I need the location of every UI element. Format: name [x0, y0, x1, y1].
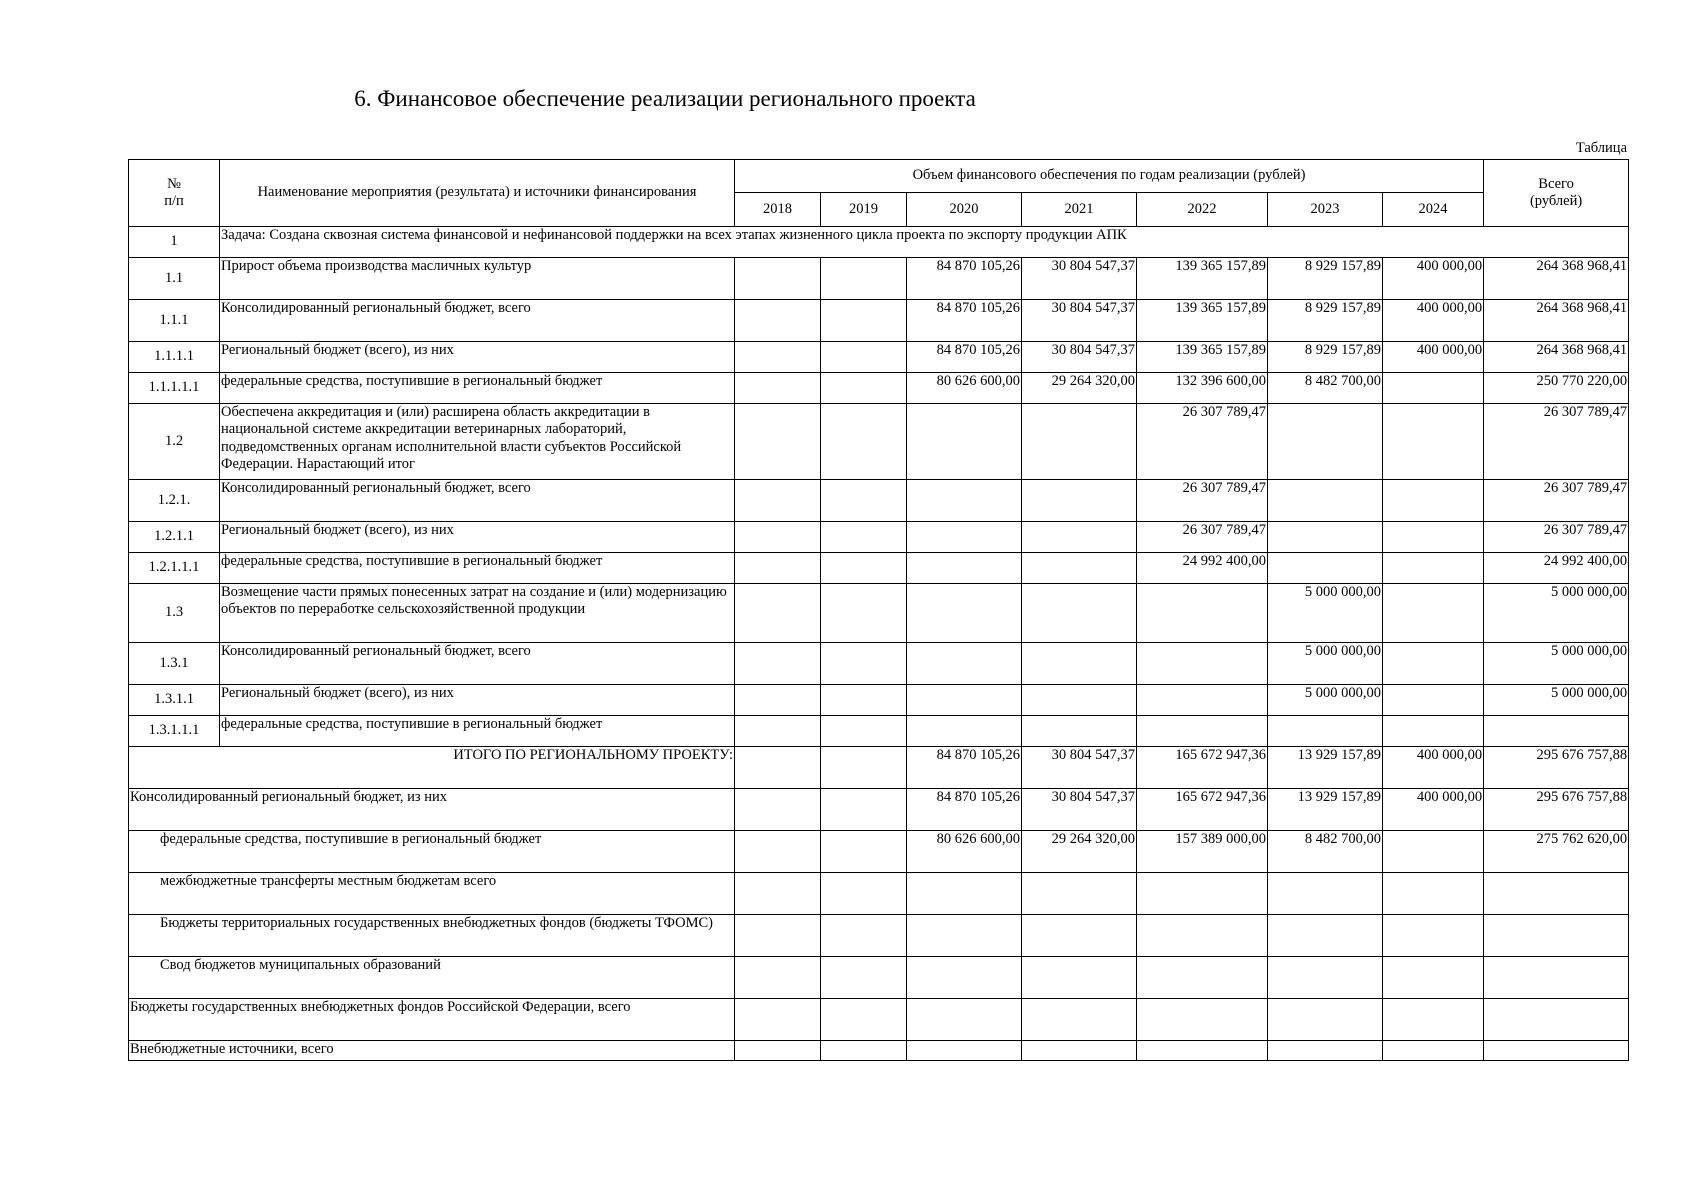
- summary-value: [907, 873, 1022, 915]
- summary-value: [735, 789, 821, 831]
- header-year: 2018: [735, 193, 821, 227]
- row-value: [907, 522, 1022, 553]
- header-num: № п/п: [129, 160, 220, 227]
- summary-value: 165 672 947,36: [1137, 747, 1268, 789]
- row-value: [1022, 522, 1137, 553]
- summary-value: [1383, 831, 1484, 873]
- row-num: 1.2.1.1: [129, 522, 220, 553]
- header-year: 2023: [1268, 193, 1383, 227]
- summary-value: [1022, 957, 1137, 999]
- row-total: 26 307 789,47: [1484, 522, 1629, 553]
- row-value: 5 000 000,00: [1268, 643, 1383, 685]
- row-num: 1.2: [129, 404, 220, 480]
- row-value: [735, 258, 821, 300]
- row-total: 264 368 968,41: [1484, 300, 1629, 342]
- summary-value: [821, 1041, 907, 1061]
- table-row: [129, 643, 1629, 685]
- row-name: Консолидированный региональный бюджет, всего: [220, 300, 735, 342]
- summary-value: [1137, 957, 1268, 999]
- row-value: [821, 300, 907, 342]
- row-value: [735, 643, 821, 685]
- summary-value: [1022, 873, 1137, 915]
- row-name: Региональный бюджет (всего), из них: [220, 522, 735, 553]
- summary-value: 13 929 157,89: [1268, 747, 1383, 789]
- row-num: 1.3: [129, 584, 220, 643]
- summary-label: Бюджеты территориальных государственных внебюджетных фондов (бюджеты ТФОМС): [129, 915, 735, 957]
- row-value: [821, 685, 907, 716]
- summary-value: [1383, 915, 1484, 957]
- row-num: 1.3.1: [129, 643, 220, 685]
- summary-value: [735, 873, 821, 915]
- row-value: 8 929 157,89: [1268, 342, 1383, 373]
- summary-total: [1484, 915, 1629, 957]
- row-value: 30 804 547,37: [1022, 342, 1137, 373]
- row-value: 132 396 600,00: [1137, 373, 1268, 404]
- row-value: [821, 258, 907, 300]
- summary-value: 157 389 000,00: [1137, 831, 1268, 873]
- row-value: 80 626 600,00: [907, 373, 1022, 404]
- summary-total: 295 676 757,88: [1484, 747, 1629, 789]
- table-row: [129, 716, 1629, 747]
- row-name: Обеспечена аккредитация и (или) расширена область аккредитации в национальной системе аккредитации ветеринарных лабораторий, подведомственных органам исполнительной власти субъектов Российской Федерации. Нарастающий итог: [220, 404, 735, 480]
- row-value: [1383, 373, 1484, 404]
- row-num: 1.1.1.1: [129, 342, 220, 373]
- summary-value: [1137, 999, 1268, 1041]
- summary-value: 13 929 157,89: [1268, 789, 1383, 831]
- summary-value: [735, 999, 821, 1041]
- summary-value: [1383, 1041, 1484, 1061]
- row-value: 30 804 547,37: [1022, 300, 1137, 342]
- summary-value: 400 000,00: [1383, 747, 1484, 789]
- row-value: [1383, 584, 1484, 643]
- summary-label: ИТОГО ПО РЕГИОНАЛЬНОМУ ПРОЕКТУ:: [129, 747, 735, 789]
- summary-value: [821, 789, 907, 831]
- summary-value: 30 804 547,37: [1022, 747, 1137, 789]
- row-value: [1383, 716, 1484, 747]
- row-value: [821, 643, 907, 685]
- summary-value: 84 870 105,26: [907, 747, 1022, 789]
- summary-value: 400 000,00: [1383, 789, 1484, 831]
- summary-value: [1137, 915, 1268, 957]
- row-total: [1484, 716, 1629, 747]
- row-value: 5 000 000,00: [1268, 685, 1383, 716]
- summary-value: [735, 831, 821, 873]
- summary-value: 30 804 547,37: [1022, 789, 1137, 831]
- row-value: [1022, 643, 1137, 685]
- summary-value: [907, 957, 1022, 999]
- summary-value: [1268, 915, 1383, 957]
- summary-label: межбюджетные трансферты местным бюджетам всего: [129, 873, 735, 915]
- row-value: [1022, 553, 1137, 584]
- row-name: Прирост объема производства масличных культур: [220, 258, 735, 300]
- row-num: 1.2.1.1.1: [129, 553, 220, 584]
- row-value: 84 870 105,26: [907, 300, 1022, 342]
- row-value: [821, 716, 907, 747]
- table-caption: Таблица: [1575, 140, 1627, 156]
- summary-label: федеральные средства, поступившие в региональный бюджет: [129, 831, 735, 873]
- summary-value: [1137, 1041, 1268, 1061]
- row-value: [1268, 553, 1383, 584]
- header-year: 2021: [1022, 193, 1137, 227]
- row-value: [1022, 404, 1137, 480]
- table-row: [129, 553, 1629, 584]
- row-value: [1022, 685, 1137, 716]
- row-value: 84 870 105,26: [907, 258, 1022, 300]
- row-value: [1268, 480, 1383, 522]
- row-value: [821, 584, 907, 643]
- row-value: 400 000,00: [1383, 300, 1484, 342]
- row-value: [1268, 522, 1383, 553]
- summary-row: [129, 999, 1629, 1041]
- summary-value: [735, 1041, 821, 1061]
- header-name: Наименование мероприятия (результата) и источники финансирования: [220, 160, 735, 227]
- row-value: [735, 342, 821, 373]
- summary-value: [907, 999, 1022, 1041]
- row-value: 139 365 157,89: [1137, 258, 1268, 300]
- summary-label: Бюджеты государственных внебюджетных фондов Российской Федерации, всего: [129, 999, 735, 1041]
- row-value: [735, 716, 821, 747]
- row-value: 26 307 789,47: [1137, 522, 1268, 553]
- row-value: 400 000,00: [1383, 258, 1484, 300]
- row-value: [735, 553, 821, 584]
- table-row: [129, 373, 1629, 404]
- row-value: [735, 404, 821, 480]
- row-value: [907, 553, 1022, 584]
- row-value: [821, 373, 907, 404]
- table-row: [129, 685, 1629, 716]
- summary-value: 8 482 700,00: [1268, 831, 1383, 873]
- summary-value: [821, 915, 907, 957]
- row-total: 5 000 000,00: [1484, 584, 1629, 643]
- summary-value: [821, 999, 907, 1041]
- row-value: 26 307 789,47: [1137, 404, 1268, 480]
- summary-value: 29 264 320,00: [1022, 831, 1137, 873]
- row-value: [1383, 522, 1484, 553]
- row-total: 264 368 968,41: [1484, 342, 1629, 373]
- header-year: 2020: [907, 193, 1022, 227]
- summary-value: [1137, 873, 1268, 915]
- row-value: [1137, 584, 1268, 643]
- summary-value: [735, 747, 821, 789]
- row-total: 26 307 789,47: [1484, 480, 1629, 522]
- row-value: 400 000,00: [1383, 342, 1484, 373]
- header-volume: Объем финансового обеспечения по годам реализации (рублей): [735, 160, 1484, 193]
- row-value: [907, 643, 1022, 685]
- row-total: 24 992 400,00: [1484, 553, 1629, 584]
- summary-row: [129, 747, 1629, 789]
- summary-value: [1383, 957, 1484, 999]
- row-value: [907, 404, 1022, 480]
- row-value: [1022, 480, 1137, 522]
- row-num: 1.1: [129, 258, 220, 300]
- row-value: [821, 522, 907, 553]
- row-value: [1383, 685, 1484, 716]
- row-num: 1.3.1.1.1: [129, 716, 220, 747]
- summary-value: [907, 915, 1022, 957]
- row-value: [907, 716, 1022, 747]
- row-value: [907, 480, 1022, 522]
- header-year: 2019: [821, 193, 907, 227]
- row-name: Региональный бюджет (всего), из них: [220, 685, 735, 716]
- row-value: [821, 342, 907, 373]
- row-value: 8 929 157,89: [1268, 300, 1383, 342]
- row-value: [1022, 584, 1137, 643]
- summary-label: Свод бюджетов муниципальных образований: [129, 957, 735, 999]
- table-row: [129, 480, 1629, 522]
- header-total: Всего (рублей): [1484, 160, 1629, 227]
- summary-value: [1383, 999, 1484, 1041]
- task-num: 1: [129, 227, 220, 258]
- row-total: 264 368 968,41: [1484, 258, 1629, 300]
- summary-value: [907, 1041, 1022, 1061]
- row-value: 29 264 320,00: [1022, 373, 1137, 404]
- row-name: федеральные средства, поступившие в региональный бюджет: [220, 553, 735, 584]
- table-row: [129, 404, 1629, 480]
- row-value: [907, 584, 1022, 643]
- summary-value: [821, 747, 907, 789]
- summary-value: [821, 957, 907, 999]
- row-value: [735, 685, 821, 716]
- row-value: 24 992 400,00: [1137, 553, 1268, 584]
- header-year: 2024: [1383, 193, 1484, 227]
- summary-total: [1484, 873, 1629, 915]
- row-value: [821, 553, 907, 584]
- summary-label: Внебюджетные источники, всего: [129, 1041, 735, 1061]
- row-value: [1268, 716, 1383, 747]
- summary-row: [129, 957, 1629, 999]
- row-value: [735, 522, 821, 553]
- table-row: [129, 342, 1629, 373]
- row-num: 1.1.1: [129, 300, 220, 342]
- row-total: 5 000 000,00: [1484, 643, 1629, 685]
- summary-row: [129, 873, 1629, 915]
- table-row: [129, 258, 1629, 300]
- summary-value: [821, 873, 907, 915]
- row-total: 250 770 220,00: [1484, 373, 1629, 404]
- row-value: [821, 404, 907, 480]
- row-value: [1383, 404, 1484, 480]
- summary-value: [1268, 957, 1383, 999]
- row-value: [735, 584, 821, 643]
- row-value: [1137, 716, 1268, 747]
- row-value: 5 000 000,00: [1268, 584, 1383, 643]
- summary-value: [1022, 915, 1137, 957]
- row-value: [821, 480, 907, 522]
- summary-value: [1383, 873, 1484, 915]
- row-name: Возмещение части прямых понесенных затрат на создание и (или) модернизацию объектов по переработке сельскохозяйственной продукции: [220, 584, 735, 643]
- summary-value: [735, 957, 821, 999]
- task-row: [129, 227, 1629, 258]
- summary-value: [1268, 873, 1383, 915]
- row-total: 5 000 000,00: [1484, 685, 1629, 716]
- summary-label: Консолидированный региональный бюджет, из них: [129, 789, 735, 831]
- row-value: [1383, 480, 1484, 522]
- table-row: [129, 522, 1629, 553]
- row-value: 26 307 789,47: [1137, 480, 1268, 522]
- summary-value: 165 672 947,36: [1137, 789, 1268, 831]
- summary-value: 80 626 600,00: [907, 831, 1022, 873]
- summary-value: [1268, 1041, 1383, 1061]
- table-row: [129, 300, 1629, 342]
- summary-total: [1484, 957, 1629, 999]
- row-total: 26 307 789,47: [1484, 404, 1629, 480]
- summary-value: [735, 915, 821, 957]
- summary-total: 295 676 757,88: [1484, 789, 1629, 831]
- row-num: 1.3.1.1: [129, 685, 220, 716]
- row-num: 1.1.1.1.1: [129, 373, 220, 404]
- summary-row: [129, 789, 1629, 831]
- row-value: 84 870 105,26: [907, 342, 1022, 373]
- row-name: федеральные средства, поступившие в региональный бюджет: [220, 373, 735, 404]
- row-value: [1022, 716, 1137, 747]
- row-num: 1.2.1.: [129, 480, 220, 522]
- page-title: 6. Финансовое обеспечение реализации регионального проекта: [354, 86, 976, 111]
- row-value: [735, 480, 821, 522]
- summary-value: [821, 831, 907, 873]
- row-value: 8 482 700,00: [1268, 373, 1383, 404]
- row-value: [735, 300, 821, 342]
- summary-value: 84 870 105,26: [907, 789, 1022, 831]
- row-value: 139 365 157,89: [1137, 300, 1268, 342]
- header-year: 2022: [1137, 193, 1268, 227]
- row-value: 30 804 547,37: [1022, 258, 1137, 300]
- row-value: [1137, 685, 1268, 716]
- row-value: [735, 373, 821, 404]
- row-value: [1383, 553, 1484, 584]
- summary-value: [1022, 999, 1137, 1041]
- row-value: [1383, 643, 1484, 685]
- row-name: Консолидированный региональный бюджет, всего: [220, 480, 735, 522]
- summary-row: [129, 831, 1629, 873]
- summary-total: [1484, 999, 1629, 1041]
- financing-table: [128, 159, 1629, 1061]
- row-name: Консолидированный региональный бюджет, всего: [220, 643, 735, 685]
- row-value: 8 929 157,89: [1268, 258, 1383, 300]
- row-name: федеральные средства, поступившие в региональный бюджет: [220, 716, 735, 747]
- summary-row: [129, 1041, 1629, 1061]
- row-name: Региональный бюджет (всего), из них: [220, 342, 735, 373]
- summary-row: [129, 915, 1629, 957]
- summary-value: [1022, 1041, 1137, 1061]
- table-row: [129, 584, 1629, 643]
- task-text: Задача: Создана сквозная система финансовой и нефинансовой поддержки на всех этапах жизненного цикла проекта по экспорту продукции АПК: [220, 227, 1629, 258]
- row-value: [907, 685, 1022, 716]
- summary-total: [1484, 1041, 1629, 1061]
- row-value: 139 365 157,89: [1137, 342, 1268, 373]
- row-value: [1268, 404, 1383, 480]
- summary-total: 275 762 620,00: [1484, 831, 1629, 873]
- summary-value: [1268, 999, 1383, 1041]
- row-value: [1137, 643, 1268, 685]
